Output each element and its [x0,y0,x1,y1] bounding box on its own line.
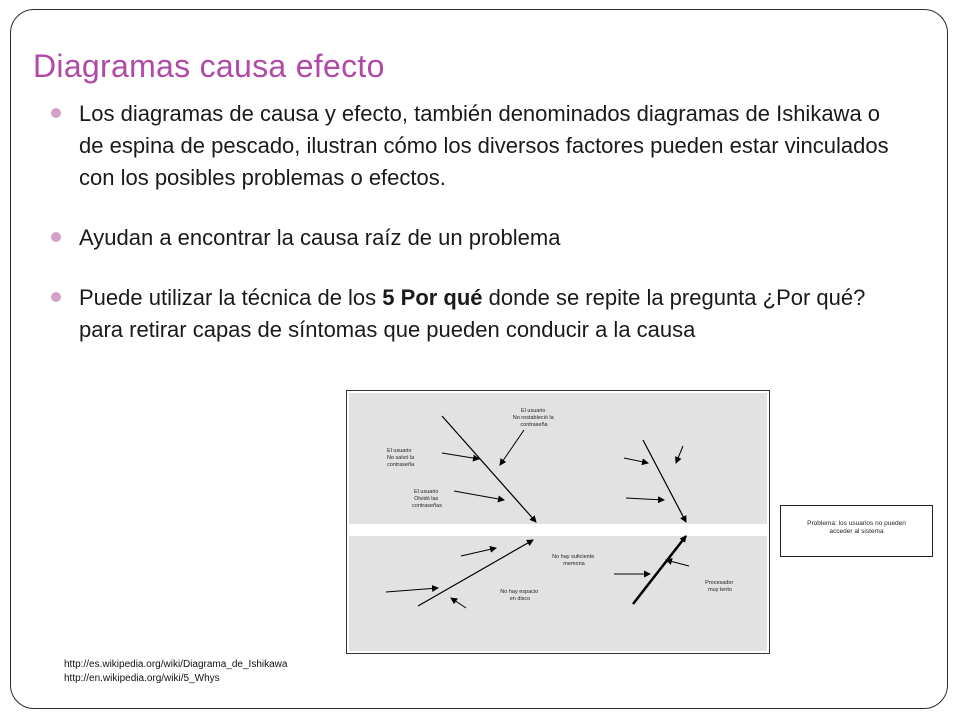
bullet-item [50,98,910,194]
problem-box: Problema: los usuarios no pueden acceder al sistema [780,505,933,557]
reference-link[interactable]: http://en.wikipedia.org/wiki/5_Whys [64,673,220,684]
bullet-item [50,222,910,254]
cause-label-forgot-password: El usuario No salvó la contraseña [387,448,415,468]
fishbone-diagram [346,390,770,654]
bullet-dot-icon [51,232,61,242]
references [64,658,287,686]
bullet-text: Los diagramas de causa y efecto, también denominados diagramas de Ishikawa o de espina de pescado, ilustran cómo los diversos factores pueden estar vinculados con los posibles problemas o efectos. [79,101,889,190]
bullet-dot-icon [51,108,61,118]
diagram-spine [360,528,760,532]
cause-label-slow-processor: Procesador muy lento [705,580,734,593]
reference-link[interactable]: http://es.wikipedia.org/wiki/Diagrama_de_Ishikawa [64,659,288,670]
bullet-text-start: Puede utilizar la técnica de los [79,285,383,310]
bullet-text: Ayudan a encontrar la causa raíz de un problema [79,225,561,250]
bullet-item [50,282,910,346]
cause-label-forgot-passwords: El usuario Olvidó las contraseñas [412,489,442,509]
bullet-text-end: donde se repite la pregunta ¿Por qué? para retirar capas de síntomas que pueden conducir a la causa [79,285,866,342]
bullet-list [50,98,910,346]
cause-label-no-reset-password: El usuario No restableció la contraseña [512,408,554,428]
bullet-text-bold: 5 Por qué [382,285,483,310]
cause-label-no-memory: No hay suficiente memoria [552,554,595,567]
slide-title: Diagramas causa efecto [33,48,385,84]
bullet-dot-icon [51,292,61,302]
cause-label-no-disk-space: No hay espacio en disco [500,589,539,602]
